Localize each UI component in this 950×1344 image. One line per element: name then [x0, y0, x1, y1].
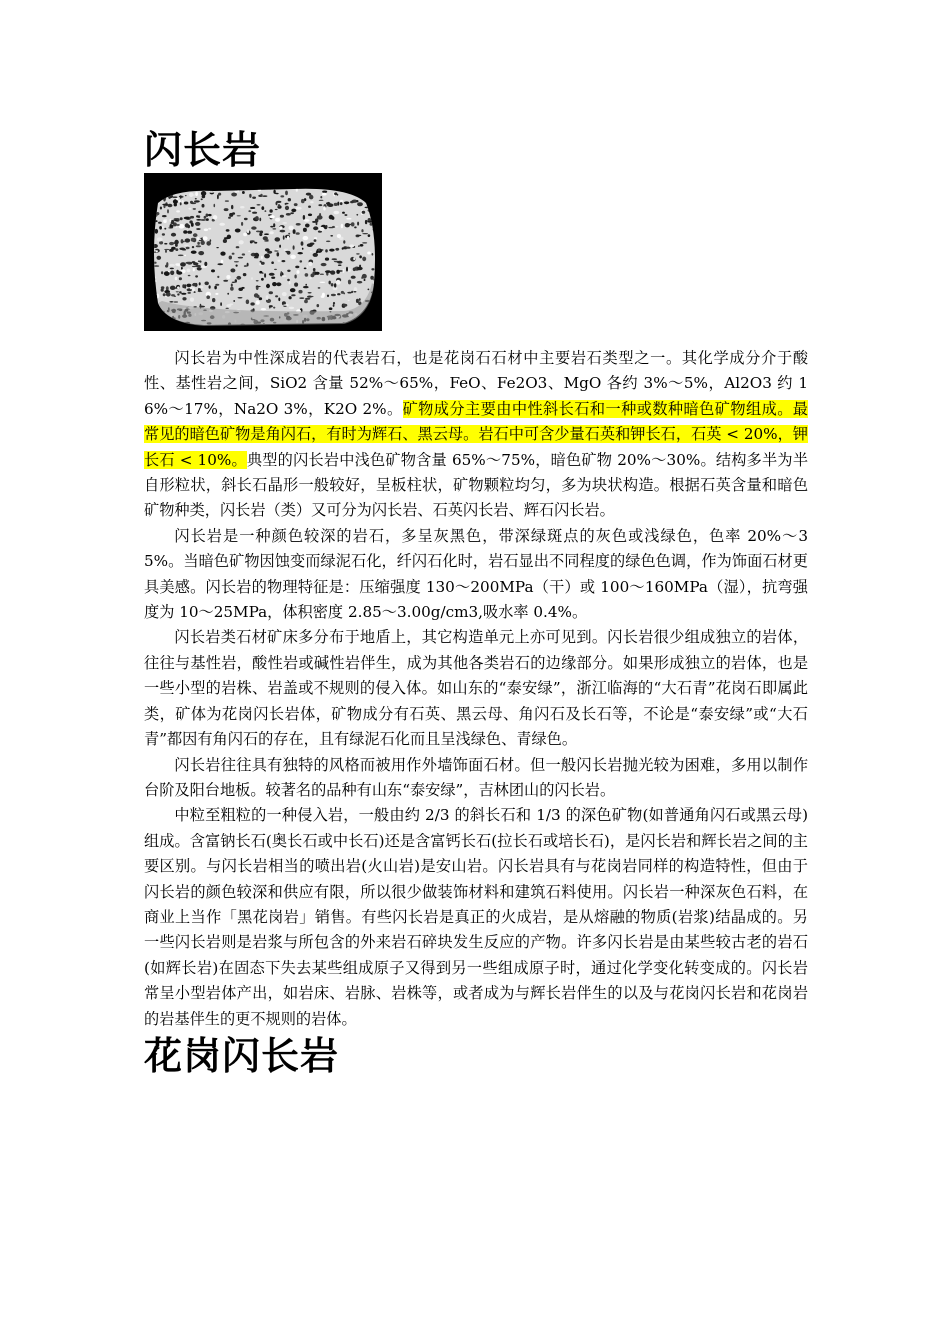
paragraph-1 — [144, 346, 808, 524]
paragraph-1-text-b: 典型的闪长岩中浅色矿物含量 65%～75%，暗色矿物 20%～30%。结构多半为半自形粒状，斜长石晶形一般较好，呈板柱状，矿物颗粒均匀，多为块状构造。根据石英含量和暗色矿物种类，闪长岩（类）又可分为闪长岩、石英闪长岩、辉石闪长岩。 — [144, 450, 809, 520]
paragraph-3: 闪长岩类石材矿床多分布于地盾上，其它构造单元上亦可见到。闪长岩很少组成独立的岩体，往往与基性岩，酸性岩或碱性岩伴生，成为其他各类岩石的边缘部分。如果形成独立的岩体，也是一些小型的岩株、岩盖或不规则的侵入体。如山东的“泰安绿”，浙江临海的“大石青”花岗石即属此类，矿体为花岗闪长岩体，矿物成分有石英、黑云母、角闪石及长石等，不论是“泰安绿”或“大石青”都因有角闪石的存在，且有绿泥石化而且呈浅绿色、青绿色。 — [144, 628, 808, 749]
paragraph-2: 闪长岩是一种颜色较深的岩石，多呈灰黑色，带深绿斑点的灰色或浅绿色，色率 20%～35%。当暗色矿物因蚀变而绿泥石化，纤闪石化时，岩石显出不同程度的绿色色调，作为饰面石材更具美感。闪长岩的物理特征是：压缩强度 130～200MPa（干）或 100～160MPa（湿），抗弯强度为 10～25MPa，体积密度 2.85～3.00g/cm3,吸水率 0.4%。 — [144, 526, 808, 622]
article-body — [144, 346, 808, 1078]
page-title: 闪长岩 — [144, 128, 262, 172]
paragraph-5: 中粒至粗粒的一种侵入岩，一般由约 2/3 的斜长石和 1/3 的深色矿物(如普通角闪石或黑云母)组成。含富钠长石(奥长石或中长石)还是含富钙长石(拉长石或培长石)，是闪长岩和辉长岩之间的主要区别。与闪长岩相当的喷出岩(火山岩)是安山岩。闪长岩具有与花岗岩同样的构造特性，但由于闪长岩的颜色较深和供应有限，所以很少做装饰材料和建筑石料使用。闪长岩一种深灰色石料，在商业上当作「黑花岗岩」销售。有些闪长岩是真正的火成岩，是从熔融的物质(岩浆)结晶成的。另一些闪长岩则是岩浆与所包含的外来岩石碎块发生反应的产物。许多闪长岩是由某些较古老的岩石(如辉长岩)在固态下失去某些组成原子又得到另一些组成原子时，通过化学变化转变成的。闪长岩常呈小型岩体产出，如岩床、岩脉、岩株等，或者成为与辉长岩伴生的以及与花岗闪长岩和花岗岩的岩基伴生的更不规则的岩体。 — [144, 806, 808, 1028]
paragraph-1-text-a: 闪长岩为中性深成岩的代表岩石，也是花岗石石材中主要岩石类型之一。其化学成分介于酸性、基性岩之间，SiO2 含量 52%～65%，FeO、Fe2O3、MgO 各约 3%～5%，Al2O3 约 16%～17%，Na2O 3%，K2O 2%。 — [144, 349, 808, 418]
highlighted-text: 矿物成分主要由中性斜长石和一种或数种暗色矿物组成。最常见的暗色矿物是角闪石，有时为辉石、黑云母。岩石中可含少量石英和钾长石，石英 < 20%，钾长石 < 10%。 — [144, 399, 808, 469]
diorite-rock-photo — [144, 173, 382, 331]
paragraph-4: 闪长岩往往具有独特的风格而被用作外墙饰面石材。但一般闪长岩抛光较为困难，多用以制作台阶及阳台地板。较著名的品种有山东“泰安绿”，吉林团山的闪长岩。 — [144, 755, 808, 799]
section-heading: 花岗闪长岩 — [144, 1033, 340, 1078]
